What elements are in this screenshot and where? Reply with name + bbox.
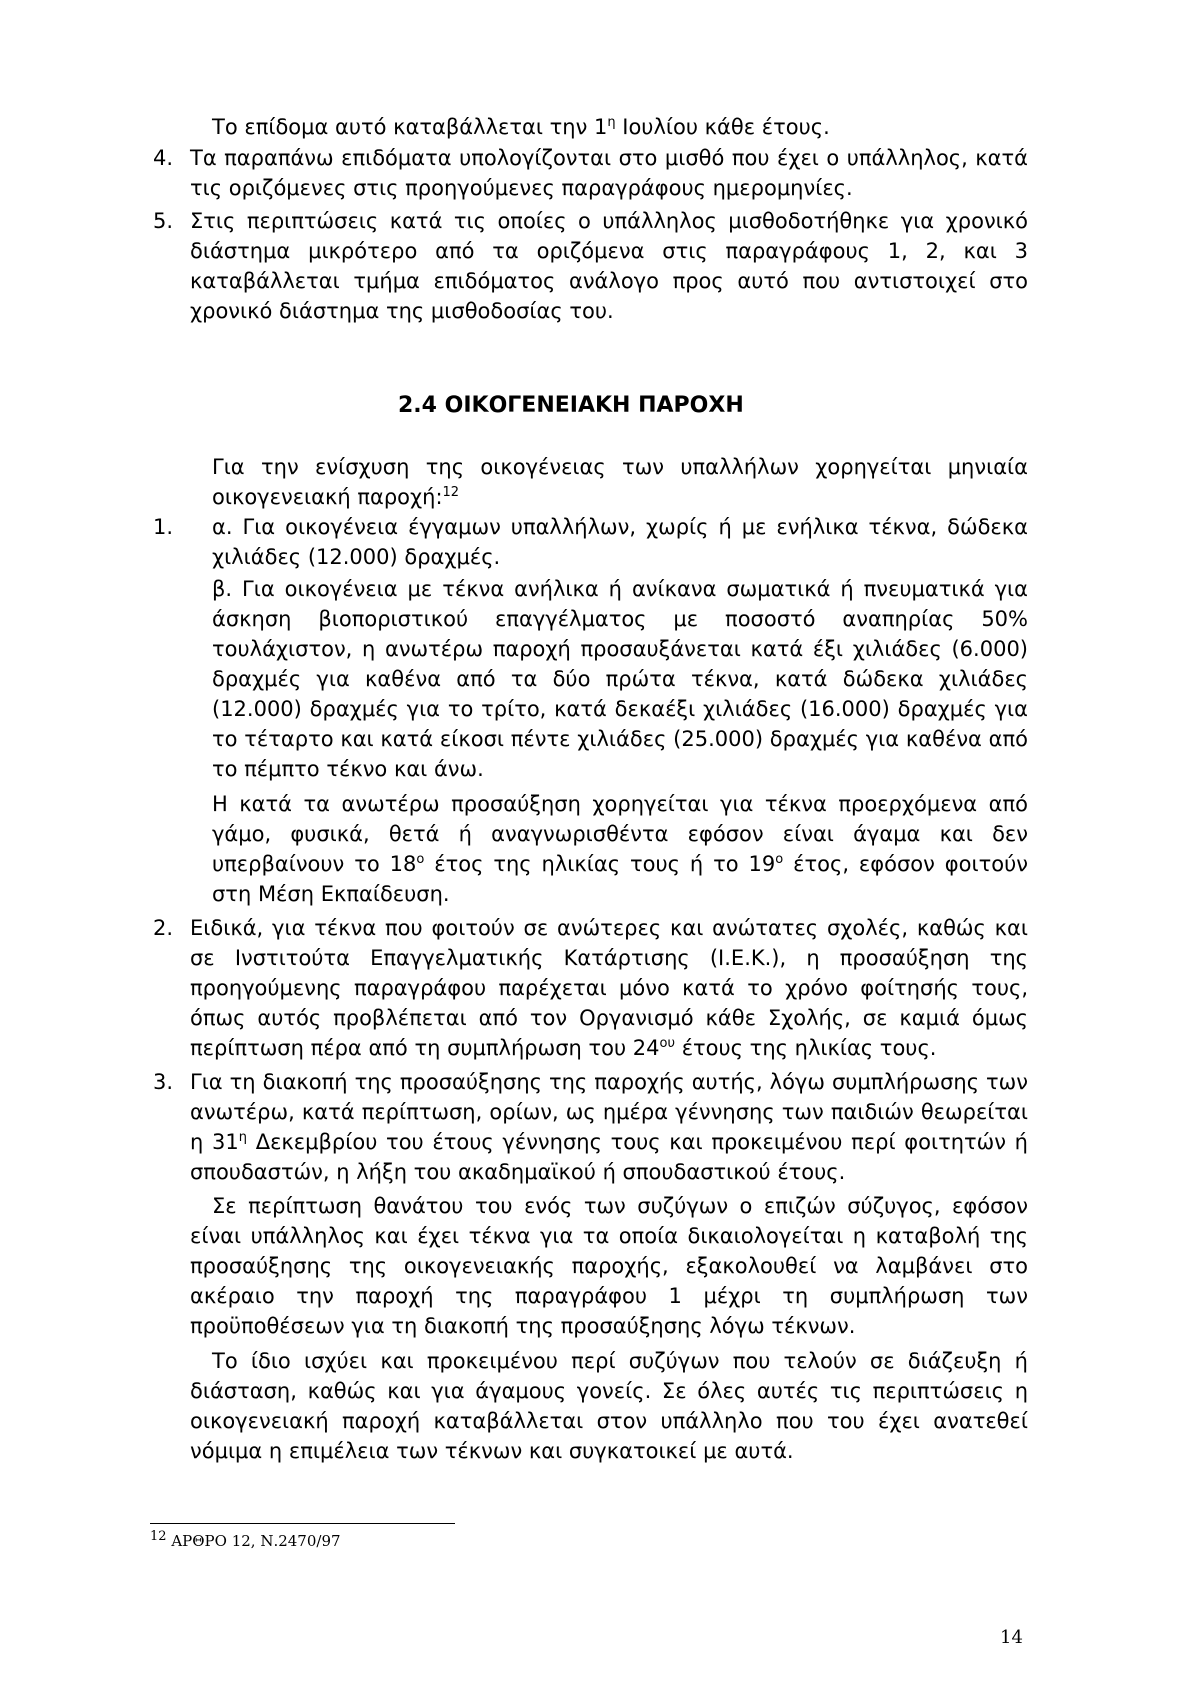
item-1-number: 1.: [153, 515, 174, 539]
item-3-text: Για τη διακοπή της προσαύξησης της παροχής αυτής, λόγω συμπλήρωσης των ανωτέρω, κατά περίπτωση, ορίων, ως ημέρα γέννησης των παιδιών θεωρείται η $31^\eta$ Δεκεμβρίου του έτους γέννησης τους και προκειμένου περί φοιτητών ή σπουδαστών, η λήξη του ακαδημαϊκού ή σπουδαστικού έτους.: [190, 1070, 1028, 1184]
page-number: 14: [1000, 1627, 1023, 1648]
footnote-separator: [150, 1523, 455, 1524]
item-4-number: 4.: [153, 146, 174, 170]
item-1b-text: β. Για οικογένεια με τέκνα ανήλικα ή ανίκανα σωματικά ή πνευματικά για άσκηση βιοποριστικού επαγγέλματος με ποσοστό αναπηρίας 50% τουλάχιστον, η ανωτέρω παροχή προσαυξάνεται κατά έξι χιλιάδες (6.000) δραχμές για καθένα από τα δύο πρώτα τέκνα, κατά δώδεκα χιλιάδες (12.000) δραχμές για το τρίτο, κατά δεκαέξι χιλιάδες (16.000) δραχμές για το τέταρτο και κατά είκοσι πέντε χιλιάδες (25.000) δραχμές για καθένα από το πέμπτο τέκνο και άνω.: [212, 577, 1028, 781]
section-heading: 2.4 ΟΙΚΟΓΕΝΕΙΑΚΗ ΠΑΡΟΧΗ: [398, 393, 744, 418]
item-2-number: 2.: [153, 916, 174, 940]
item-4-text: Τα παραπάνω επιδόματα υπολογίζονται στο μισθό που έχει ο υπάλληλος, κατά τις οριζόμενες στις προηγούμενες παραγράφους ημερομηνίες.: [190, 146, 1028, 200]
intro-paragraph: Το επίδομα αυτό καταβάλλεται την $1^\eta$ Ιουλίου κάθε έτους.: [212, 115, 830, 139]
item-5-number: 5.: [153, 209, 174, 233]
item-3-paragraph-3: Το ίδιο ισχύει και προκειμένου περί συζύγων που τελούν σε διάζευξη ή διάσταση, καθώς και για άγαμους γονείς. Σε όλες αυτές τις περιπτώσεις η οικογενειακή παροχή καταβάλλεται στον υπάλληλο που του έχει ανατεθεί νόμιμα η επιμέλεια των τέκνων και συγκατοικεί με αυτά.: [190, 1349, 1028, 1463]
item-5-text: Στις περιπτώσεις κατά τις οποίες ο υπάλληλος μισθοδοτήθηκε για χρονικό διάστημα μικρότερο από τα οριζόμενα στις παραγράφους 1, 2, και 3 καταβάλλεται τμήμα επιδόματος ανάλογο προς αυτό που αντιστοιχεί στο χρονικό διάστημα της μισθοδοσίας του.: [190, 209, 1028, 323]
item-2-text: Ειδικά, για τέκνα που φοιτούν σε ανώτερες και ανώτατες σχολές, καθώς και σε Ινστιτούτα Επαγγελματικής Κατάρτισης (Ι.Ε.Κ.), η προσαύξηση της προηγούμενης παραγράφου παρέχεται μόνο κατά το χρόνο φοίτησής τους, όπως αυτός προβλέπεται από τον Οργανισμό κάθε Σχολής, σε καμιά όμως περίπτωση πέρα από τη συμπλήρωση του $24^{o\upsilon}$ έτους της ηλικίας τους.: [190, 916, 1028, 1060]
item-3-number: 3.: [153, 1070, 174, 1094]
footnote: $^{12}$ ΑΡΘΡΟ 12, Ν.2470/97: [150, 1529, 341, 1550]
item-3-paragraph-2: Σε περίπτωση θανάτου του ενός των συζύγων ο επιζών σύζυγος, εφόσον είναι υπάλληλος και έχει τέκνα για τα οποία δικαιολογείται η καταβολή της προσαύξησης της οικογενειακής παροχής, εξακολουθεί να λαμβάνει στο ακέραιο την παροχή της παραγράφου 1 μέχρι τη συμπλήρωση των προϋποθέσεων για τη διακοπή της προσαύξησης λόγω τέκνων.: [190, 1194, 1028, 1338]
item-1a-text: α. Για οικογένεια έγγαμων υπαλλήλων, χωρίς ή με ενήλικα τέκνα, δώδεκα χιλιάδες (12.000) δραχμές.: [212, 515, 1028, 569]
section-intro: Για την ενίσχυση της οικογένειας των υπαλλήλων χορηγείται μηνιαία οικογενειακή παροχή:$^{12}$: [212, 455, 1028, 509]
item-1c-text: Η κατά τα ανωτέρω προσαύξηση χορηγείται για τέκνα προερχόμενα από γάμο, φυσικά, θετά ή αναγνωρισθέντα εφόσον είναι άγαμα και δεν υπερβαίνουν το $18^o$ έτος της ηλικίας τους ή το $19^o$ έτος, εφόσον φοιτούν στη Μέση Εκπαίδευση.: [212, 792, 1028, 906]
